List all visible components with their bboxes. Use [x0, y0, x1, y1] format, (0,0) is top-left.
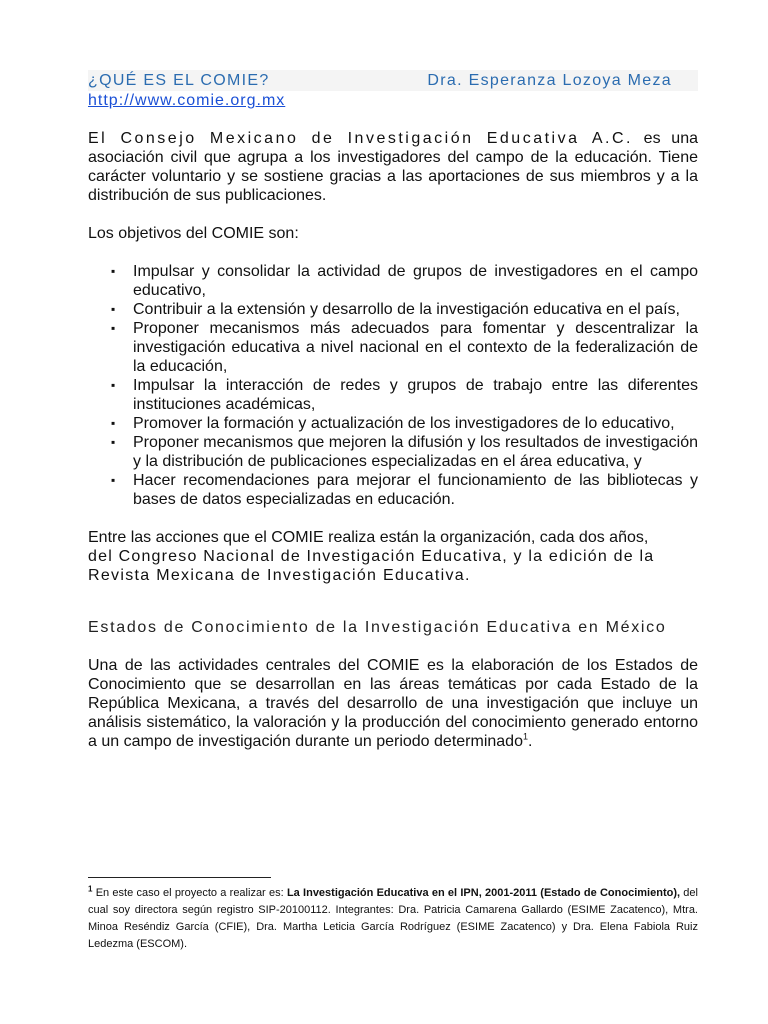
bullet-icon: ▪	[111, 378, 116, 392]
list-item: ▪ Proponer mecanismos que mejoren la difusión y los resultados de investigación y la distribución de publicaciones especializadas en el área educativa, y	[111, 434, 698, 470]
bullet-icon: ▪	[111, 416, 116, 430]
document-page	[88, 70, 698, 751]
bullet-icon: ▪	[111, 302, 116, 316]
footnote-reference[interactable]: 1	[522, 731, 528, 742]
list-item: ▪ Hacer recomendaciones para mejorar el funcionamiento de las bibliotecas y bases de datos especializadas en educación.	[111, 472, 698, 508]
footnote-number: 1	[88, 884, 93, 894]
document-author: Dra. Esperanza Lozoya Meza	[427, 72, 672, 89]
objectives-list	[88, 262, 698, 509]
section-title: Estados de Conocimiento de la Investigación Educativa en México	[88, 619, 667, 636]
actions-line-2: del Congreso Nacional de Investigación Educativa, y la edición de la	[88, 548, 655, 565]
footnote	[88, 885, 698, 953]
estados-paragraph: Una de las actividades centrales del COMIE es la elaboración de los Estados de Conocimiento que se desarrollan en las áreas temáticas por cada Estado de la República Mexicana, a través del desarrollo de una investigación que incluye un análisis sistemático, la valoración y la producción del conocimiento generado entorno a un campo de investigación durante un periodo determinado$^1$.	[88, 657, 698, 750]
actions-paragraph	[88, 528, 698, 585]
footnote-lead: En este caso el proyecto a realizar es:	[92, 887, 287, 899]
list-item: ▪ Promover la formación y actualización de los investigadores de lo educativo,	[111, 415, 675, 432]
actions-line-3: Revista Mexicana de Investigación Educativa.	[88, 567, 471, 584]
list-item: ▪ Impulsar la interacción de redes y grupos de trabajo entre las diferentes instituciones académicas,	[111, 377, 698, 413]
list-item: ▪ Contribuir a la extensión y desarrollo de la investigación educativa en el país,	[111, 301, 680, 318]
footnote-text: del cual soy directora según registro SIP-20100112. Integrantes: Dra. Patricia Camarena Gallardo (ESIME Zacatenco), Mtra. Minoa Reséndiz García (CFIE), Dra. Martha Leticia García Rodríguez (ESIME Zacatenco) y Dra. Elena Fabiola Ruiz Ledezma (ESCOM).	[88, 887, 698, 950]
intro-paragraph	[88, 129, 698, 205]
bullet-icon: ▪	[111, 321, 116, 335]
intro-description: es una asociación civil que agrupa a los investigadores del campo de la educación. Tiene carácter voluntario y se sostiene gracias a las aportaciones de sus miembros y a la distribución de sus publicaciones.	[88, 130, 698, 204]
list-item: ▪ Proponer mecanismos más adecuados para fomentar y descentralizar la investigación educativa a nivel nacional en el contexto de la federalización de la educación,	[111, 320, 698, 375]
actions-line-1: Entre las acciones que el COMIE realiza están la organización, cada dos años,	[88, 529, 649, 546]
list-item: ▪ Impulsar y consolidar la actividad de grupos de investigadores en el campo educativo,	[111, 263, 698, 299]
objectives-intro: Los objetivos del COMIE son:	[88, 225, 299, 242]
bullet-icon: ▪	[111, 473, 116, 487]
footnote-project-title: La Investigación Educativa en el IPN, 2001-2011 (Estado de Conocimiento),	[286, 887, 681, 899]
footnote-divider	[88, 877, 271, 878]
bullet-icon: ▪	[111, 264, 116, 278]
comie-website-link[interactable]: http://www.comie.org.mx	[88, 92, 286, 109]
document-title: ¿QUÉ ES EL COMIE?	[88, 72, 270, 89]
bullet-icon: ▪	[111, 435, 116, 449]
intro-organization-name: El Consejo Mexicano de Investigación Educativa A.C.	[88, 130, 633, 147]
document-header	[88, 70, 698, 91]
